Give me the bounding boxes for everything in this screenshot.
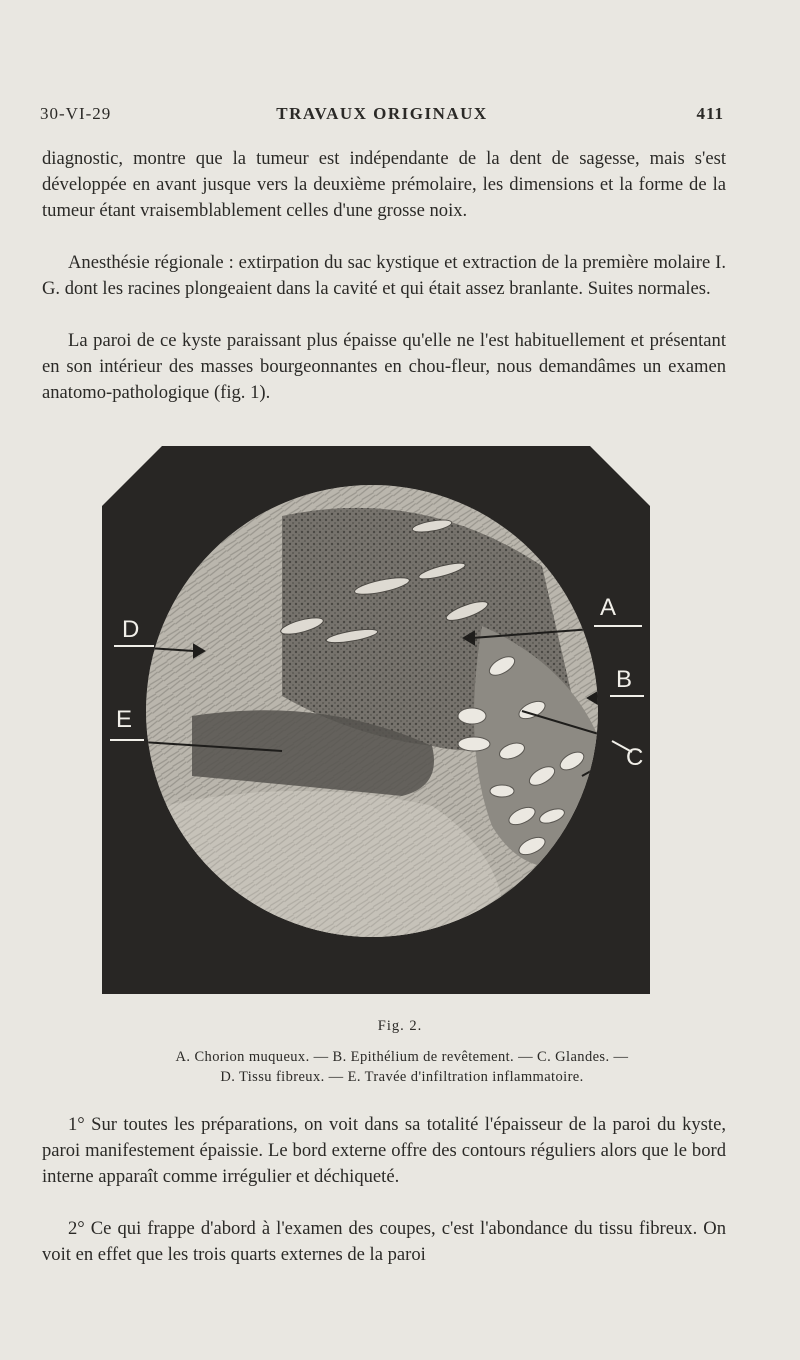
figure-caption [40,1048,764,1087]
figure-label-b: B [616,666,633,693]
paragraph-anesthesie: Anesthésie régionale : extirpation du sac kystique et extraction de la première molaire I. G. dont les racines plongeaient dans la cavité et qui était assez branlante. Suites normales. [42,252,726,300]
header-date: 30-VI-29 [40,104,112,123]
paragraph-point-2: 2° Ce qui frappe d'abord à l'examen des coupes, c'est l'abondance du tissu fibreux. On voit en effet que les trois quarts externes de la paroi [42,1218,726,1266]
figure-label-c: C [626,744,644,771]
figure-label-e: E [116,706,133,733]
running-header [40,104,724,130]
paragraph-diagnostic: diagnostic, montre que la tumeur est indépendante de la dent de sagesse, mais s'est développée en avant jusque vers la deuxième prémolaire, les dimensions et la forme de la tumeur étant vraisemblablement celles d'une grosse noix. [42,148,726,222]
paragraph-paroi: La paroi de ce kyste paraissant plus épaisse qu'elle ne l'est habituellement et présentant en son intérieur des masses bourgeonnantes en chou-fleur, nous demandâmes un examen anatomo-pathologique (fig. 1). [42,330,726,404]
micrograph-image [102,446,650,994]
page-number: 411 [696,104,724,123]
paragraph-point-1: 1° Sur toutes les préparations, on voit dans sa totalité l'épaisseur de la paroi du kyste, paroi manifestement épaissie. Le bord externe offre des contours réguliers alors que le bord interne apparaît comme irrégulier et déchiqueté. [42,1114,726,1188]
caption-line: A. Chorion muqueux. — B. Epithélium de revêtement. — C. Glandes. — [175,1049,629,1065]
header-title: TRAVAUX ORIGINAUX [276,104,488,123]
figure-caption-title: Fig. 2. [377,1018,423,1034]
caption-line: D. Tissu fibreux. — E. Travée d'infiltration inflammatoire. [220,1068,584,1085]
figure-label-a: A [600,594,617,621]
figure-label-d: D [122,616,140,643]
micrograph-figure [102,446,650,994]
